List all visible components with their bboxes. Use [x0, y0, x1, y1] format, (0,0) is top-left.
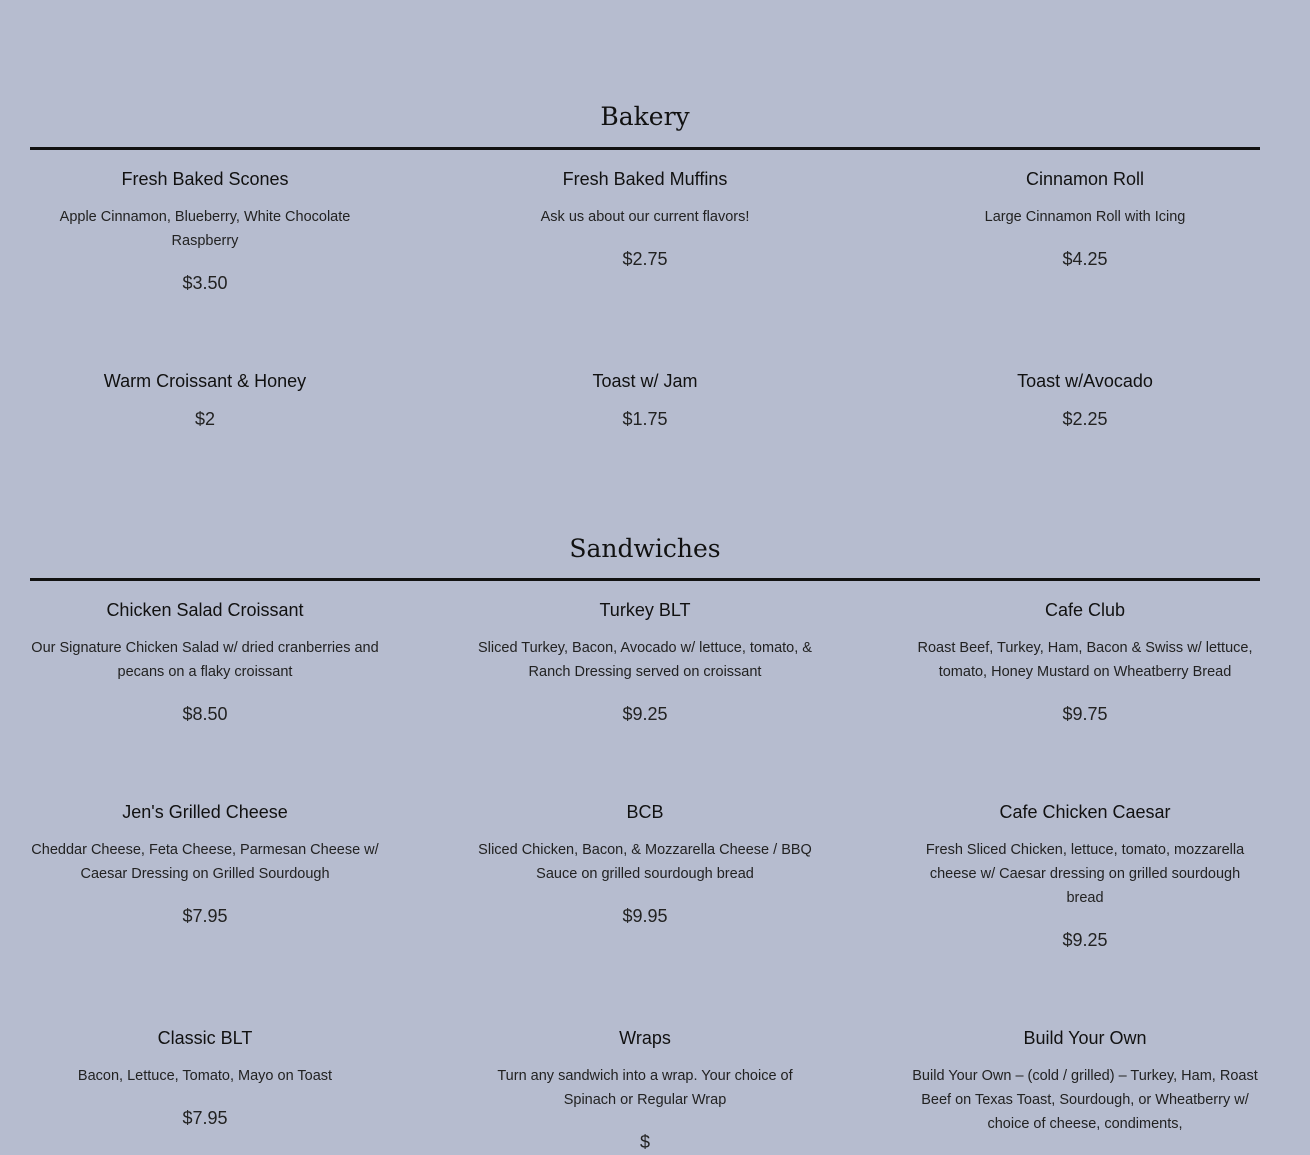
item-name: Cafe Chicken Caesar [999, 802, 1171, 822]
item-name: Chicken Salad Croissant [106, 600, 304, 620]
menu-item [470, 599, 820, 725]
item-name: Build Your Own [1023, 1028, 1147, 1048]
section-divider [30, 578, 1260, 581]
item-price: $2.75 [622, 249, 668, 269]
menu-item [30, 599, 380, 725]
item-name: Warm Croissant & Honey [103, 371, 307, 391]
item-name: Cafe Club [1044, 600, 1126, 620]
item-price: $9.25 [622, 704, 668, 724]
menu-item [910, 801, 1260, 951]
menu-item [910, 599, 1260, 725]
item-price: $4.25 [1062, 249, 1108, 269]
item-description: Large Cinnamon Roll with Icing [984, 209, 1186, 225]
item-name: Fresh Baked Muffins [562, 169, 728, 189]
item-description: Fresh Sliced Chicken, lettuce, tomato, mozzarella cheese w/ Caesar dressing on grilled sourdough bread [925, 842, 1245, 906]
item-name: Toast w/Avocado [1017, 371, 1153, 391]
item-price: $1.75 [622, 409, 668, 429]
item-description: Ask us about our current flavors! [540, 209, 750, 225]
item-price: $7.95 [182, 1108, 228, 1128]
item-price: $8.50 [182, 704, 228, 724]
sandwiches-section [30, 0, 1260, 1152]
item-description: Bacon, Lettuce, Tomato, Mayo on Toast [77, 1068, 333, 1084]
item-price: $9.25 [1062, 930, 1108, 950]
item-price: $ [639, 1132, 650, 1152]
item-name: Wraps [619, 1028, 671, 1048]
menu-item [30, 801, 380, 927]
item-name: Jen's Grilled Cheese [122, 802, 288, 822]
item-price: $3.50 [182, 273, 228, 293]
item-name: Toast w/ Jam [592, 371, 698, 391]
item-price: $7.95 [182, 906, 228, 926]
item-description: Sliced Chicken, Bacon, & Mozzarella Cheese / BBQ Sauce on grilled sourdough bread [478, 842, 812, 882]
item-description: Our Signature Chicken Salad w/ dried cranberries and pecans on a flaky croissant [31, 640, 379, 680]
item-description: Build Your Own – (cold / grilled) – Turkey, Ham, Roast Beef on Texas Toast, Sourdough, or Wheatberry w/ choice of cheese, condiments, [912, 1068, 1258, 1132]
section-title-sandwiches: Sandwiches [569, 534, 721, 563]
item-description: Sliced Turkey, Bacon, Avocado w/ lettuce, tomato, & Ranch Dressing served on croissant [478, 640, 812, 680]
item-name: Classic BLT [157, 1028, 253, 1048]
item-name: BCB [626, 802, 664, 822]
item-price: $9.95 [622, 906, 668, 926]
item-price: $2.25 [1062, 409, 1108, 429]
item-description: Roast Beef, Turkey, Ham, Bacon & Swiss w/ lettuce, tomato, Honey Mustard on Wheatberry Bread [917, 640, 1253, 680]
menu-item [910, 1027, 1260, 1155]
item-description: Cheddar Cheese, Feta Cheese, Parmesan Cheese w/ Caesar Dressing on Grilled Sourdough [31, 842, 379, 882]
menu-item [470, 801, 820, 927]
item-name: Fresh Baked Scones [121, 169, 289, 189]
item-price: $2 [194, 409, 216, 429]
item-price: $9.75 [1062, 704, 1108, 724]
section-title-bakery: Bakery [600, 102, 690, 131]
item-name: Cinnamon Roll [1025, 169, 1145, 189]
item-description: Apple Cinnamon, Blueberry, White Chocolate Raspberry [59, 209, 351, 249]
item-description: Turn any sandwich into a wrap. Your choice of Spinach or Regular Wrap [497, 1068, 793, 1108]
menu-item [470, 1027, 820, 1153]
item-name: Turkey BLT [599, 600, 691, 620]
menu-item [30, 1027, 380, 1129]
